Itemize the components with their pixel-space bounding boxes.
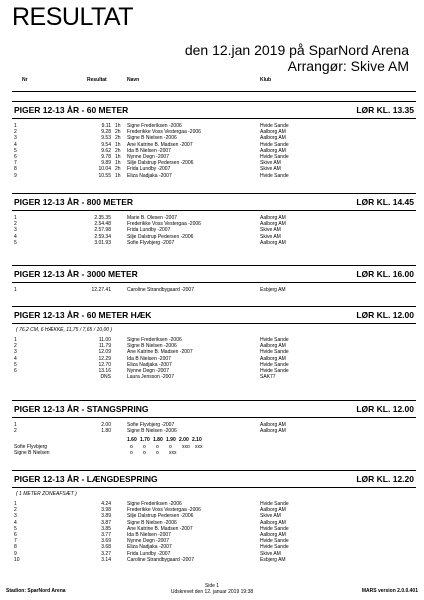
event-section (12, 470, 416, 563)
club: Esbjerg AM (260, 287, 286, 293)
result-row (12, 374, 416, 380)
event-note: ( 76,2 CM, 6 HÆKKE, 11,75 / 7,65 / 10,00 ) (16, 327, 113, 333)
event-time: LØR KL. 16.00 (356, 269, 414, 279)
athlete-name: Ida B Nielsen -2007 (127, 531, 171, 538)
rank: 8 (14, 166, 17, 173)
result: 4.24 (101, 501, 111, 507)
club: Hvide Sande (260, 141, 289, 148)
athlete-name: Eliza Nadjaka -2007 (127, 361, 172, 368)
bar-height: 1.70 (140, 437, 150, 444)
result: 9.89 (101, 160, 111, 167)
rank: 1 (14, 337, 17, 343)
rank: 6 (14, 531, 17, 538)
rank: 5 (14, 147, 17, 154)
athlete-name: Ane Katrine B. Madsen -2007 (127, 141, 193, 148)
result: 9.54 (101, 141, 111, 148)
club: Aalborg AM (260, 215, 286, 221)
result: 12.27.41 (91, 287, 111, 293)
rank: 7 (14, 538, 17, 545)
club: Hvide Sande (260, 123, 289, 129)
club: Hvide Sande (260, 538, 289, 545)
bar-height: 1.90 (166, 437, 176, 444)
athlete-name: Signe B Nielsen -2006 (127, 343, 177, 350)
event-section (12, 265, 416, 293)
result-rows (12, 501, 416, 563)
athlete-name: Nynne Degn -2007 (127, 153, 169, 160)
athlete-name: Signe B Nielsen -2006 (127, 135, 177, 142)
result: 9.11 (101, 123, 111, 129)
athlete-name: Silje Dalstrup Pedersen -2006 (127, 233, 194, 240)
rank: 2 (14, 129, 17, 136)
event-time: LØR KL. 12.00 (356, 310, 414, 320)
athlete-name: Frederikke Voss Vestergaa -2006 (127, 507, 201, 514)
result: 1.80 (101, 428, 111, 435)
club: Aalborg AM (260, 422, 286, 428)
column-header (12, 77, 412, 86)
athlete-name: Eliza Nadjaka -2007 (127, 172, 172, 179)
club: Hvide Sande (260, 501, 289, 507)
result: 9.62 (101, 147, 111, 154)
result: DNS (100, 374, 111, 381)
result: 12.70 (98, 361, 111, 368)
result: 9.78 (101, 153, 111, 160)
meet-date-venue: den 12.jan 2019 på SparNord Arena (184, 42, 409, 58)
rank: 3 (14, 513, 17, 520)
athlete-name: Frida Lundby -2007 (127, 550, 171, 557)
rank: 5 (14, 525, 17, 532)
club: Skive AM (260, 233, 281, 240)
club: Aalborg AM (260, 355, 286, 362)
club: Skive AM (260, 550, 281, 557)
footer-printed: Udskrevet den 12. januar 2019 19:38 (170, 589, 254, 595)
result: 11.79 (98, 343, 111, 350)
attempts-grid (12, 437, 416, 457)
result: 3.89 (101, 513, 111, 520)
result: 3.27 (101, 550, 111, 557)
athlete-name: Signe Frederiksen -2006 (127, 123, 182, 129)
result: 3.85 (101, 525, 111, 532)
result: 13.16 (98, 367, 111, 374)
rank: 3 (14, 135, 17, 142)
col-nr: Nr (22, 77, 28, 83)
rank: 4 (14, 355, 17, 362)
attempt-mark: xxx (195, 444, 203, 451)
meet-organizer: Arrangør: Skive AM (287, 58, 409, 74)
club: Hvide Sande (260, 337, 289, 343)
athlete-name: Silje Dalstrup Pedersen -2006 (127, 513, 194, 520)
athlete-name: Frida Lundby -2007 (127, 227, 171, 234)
event-header (12, 101, 416, 119)
result: 11.00 (98, 337, 111, 343)
attempt-mark: xxo (182, 444, 190, 451)
result: 2.35.35 (94, 215, 111, 221)
event-title: PIGER 12-13 ÅR - 60 METER HÆK (14, 310, 152, 320)
result: 3.68 (101, 544, 111, 551)
club: Esbjerg AM (260, 556, 286, 563)
rank: 6 (14, 153, 17, 160)
athlete-name: Frida Lundby -2007 (127, 166, 171, 173)
event-note: ( 1 METER ZONEAFSÆT ) (16, 491, 77, 497)
header-divider (12, 91, 416, 92)
rank: 4 (14, 233, 17, 240)
athlete-name: Sofie Flyvbjerg -2007 (127, 239, 175, 246)
rank: 1 (14, 422, 17, 428)
page-title: RESULTAT (12, 3, 134, 31)
result-row (12, 173, 416, 179)
footer-page: Side 1 (204, 583, 220, 589)
athlete-name: Signe Frederiksen -2006 (127, 337, 182, 343)
event-header (12, 193, 416, 211)
athlete-name: Ane Katrine B. Madsen -2007 (127, 349, 193, 356)
rank: 2 (14, 221, 17, 228)
result: 3.87 (101, 519, 111, 526)
event-time: LØR KL. 12.20 (356, 474, 414, 484)
athlete-name: Caroline Strandbygaard -2007 (127, 287, 194, 293)
athlete-name: Caroline Strandbygaard -2007 (127, 556, 194, 563)
club: Aalborg AM (260, 428, 286, 435)
rank: 2 (14, 343, 17, 350)
attempt-mark: o (156, 450, 159, 457)
heat: 2h (115, 166, 121, 173)
result: 2.59.34 (94, 233, 111, 240)
result: 9.53 (101, 135, 111, 142)
athlete-name: Marie B. Olesen -2007 (127, 215, 178, 221)
footer-stadium: Stadion: SparNord Arena (6, 588, 66, 594)
athlete-name: Sofie Flyvbjerg -2007 (127, 422, 175, 428)
athlete-name: Nynne Degn -2007 (127, 538, 169, 545)
attempt-athlete: Signe B Nielsen (14, 450, 50, 457)
result: 3.14 (101, 556, 111, 563)
club: Hvide Sande (260, 525, 289, 532)
rank: 9 (14, 172, 17, 179)
athlete-name: Ida B Nielsen -2007 (127, 355, 171, 362)
result: 2.54.48 (94, 221, 111, 228)
attempt-mark: xxx (169, 450, 177, 457)
heat: 1h (115, 153, 121, 160)
club: Hvide Sande (260, 361, 289, 368)
athlete-name: Signe B Nielsen -2006 (127, 428, 177, 435)
rank: 4 (14, 519, 17, 526)
athlete-name: Silje Dalstrup Pedersen -2006 (127, 160, 194, 167)
heat: 2h (115, 129, 121, 136)
rank: 10 (14, 556, 20, 563)
rank: 7 (14, 160, 17, 167)
result-rows (12, 422, 416, 434)
club: Hvide Sande (260, 367, 289, 374)
club: Aalborg AM (260, 221, 286, 228)
result: 3.98 (101, 507, 111, 514)
footer-version: MARS version 2.0.0.401 (361, 588, 418, 594)
result: 3.01.93 (94, 239, 111, 246)
event-header (12, 400, 416, 418)
result-rows (12, 287, 416, 293)
rank: 2 (14, 507, 17, 514)
club: Aalborg AM (260, 239, 286, 246)
rank: 2 (14, 428, 17, 435)
athlete-name: Ida B Nielsen -2007 (127, 147, 171, 154)
result-row (12, 240, 416, 246)
result: 10.04 (98, 166, 111, 173)
event-section (12, 193, 416, 246)
attempt-athlete: Sofie Flyvbjerg (14, 444, 48, 451)
event-section (12, 400, 416, 457)
event-title: PIGER 12-13 ÅR - 800 METER (14, 197, 134, 207)
club: Skive AM (260, 166, 281, 173)
club: Aalborg AM (260, 531, 286, 538)
attempt-mark: o (143, 444, 146, 451)
bar-height: 2.00 (179, 437, 189, 444)
result: 9.28 (101, 129, 111, 136)
rank: 4 (14, 141, 17, 148)
club: Aalborg AM (260, 129, 286, 136)
rank: 9 (14, 550, 17, 557)
page-footer (6, 583, 418, 598)
attempt-mark: o (130, 444, 133, 451)
club: Hvide Sande (260, 349, 289, 356)
attempt-mark: o (156, 444, 159, 451)
result: 3.69 (101, 538, 111, 545)
club: Hvide Sande (260, 172, 289, 179)
result-rows (12, 337, 416, 380)
heat: 1h (115, 141, 121, 148)
result: 12.29 (98, 355, 111, 362)
athlete-name: Signe Frederiksen -2006 (127, 501, 182, 507)
col-result: Resultat (87, 77, 107, 83)
club: Aalborg AM (260, 147, 286, 154)
club: Skive AM (260, 513, 281, 520)
result: 2.00 (101, 422, 111, 428)
rank: 1 (14, 287, 17, 293)
result-row (12, 557, 416, 563)
result-row (12, 287, 416, 293)
club: Hvide Sande (260, 544, 289, 551)
club: Aalborg AM (260, 507, 286, 514)
heat: 1h (115, 160, 121, 167)
bar-height: 1.80 (153, 437, 163, 444)
rank: 5 (14, 239, 17, 246)
event-header (12, 306, 416, 324)
athlete-name: Ane Katrine B. Madsen -2007 (127, 525, 193, 532)
athlete-name: Frederikke Voss Vestergaa -2006 (127, 129, 201, 136)
event-title: PIGER 12-13 ÅR - 60 METER (14, 105, 129, 115)
rank: 1 (14, 215, 17, 221)
event-header (12, 265, 416, 283)
club: SAK77 (260, 374, 276, 381)
heat: 1h (115, 172, 121, 179)
event-section (12, 101, 416, 179)
club: Aalborg AM (260, 135, 286, 142)
heat: 2h (115, 147, 121, 154)
athlete-name: Signe B Nielsen -2006 (127, 519, 177, 526)
rank: 3 (14, 227, 17, 234)
club: Hvide Sande (260, 153, 289, 160)
heat: 2h (115, 135, 121, 142)
athlete-name: Laura Jensson -2007 (127, 374, 174, 381)
col-club: Klub (260, 77, 272, 83)
attempt-mark: o (143, 450, 146, 457)
col-name: Navn (127, 77, 140, 83)
rank: 8 (14, 544, 17, 551)
result: 2.57.98 (94, 227, 111, 234)
result: 3.77 (101, 531, 111, 538)
event-time: LØR KL. 14.45 (356, 197, 414, 207)
event-header (12, 470, 416, 488)
result-row (12, 428, 416, 434)
bar-height: 1.60 (127, 437, 137, 444)
club: Aalborg AM (260, 343, 286, 350)
rank: 5 (14, 361, 17, 368)
bar-height: 2.10 (192, 437, 202, 444)
athlete-name: Eliza Nadjaka -2007 (127, 544, 172, 551)
result-rows (12, 123, 416, 179)
club: Skive AM (260, 227, 281, 234)
event-title: PIGER 12-13 ÅR - STANGSPRING (14, 404, 149, 414)
rank: 1 (14, 123, 17, 129)
attempt-mark: o (130, 450, 133, 457)
result: 10.55 (98, 172, 111, 179)
result-rows (12, 215, 416, 246)
heat: 1h (115, 123, 121, 129)
club: Skive AM (260, 160, 281, 167)
result: 12.09 (98, 349, 111, 356)
rank: 1 (14, 501, 17, 507)
event-title: PIGER 12-13 ÅR - 3000 METER (14, 269, 138, 279)
event-time: LØR KL. 12.00 (356, 404, 414, 414)
athlete-name: Frederikke Voss Vestergaa -2006 (127, 221, 201, 228)
athlete-name: Nynne Degn -2007 (127, 367, 169, 374)
attempt-mark: o (169, 444, 172, 451)
event-section (12, 306, 416, 380)
club: Aalborg AM (260, 519, 286, 526)
event-time: LØR KL. 13.35 (356, 105, 414, 115)
rank: 3 (14, 349, 17, 356)
event-title: PIGER 12-13 ÅR - LÆNGDESPRING (14, 474, 158, 484)
rank: 6 (14, 367, 17, 374)
